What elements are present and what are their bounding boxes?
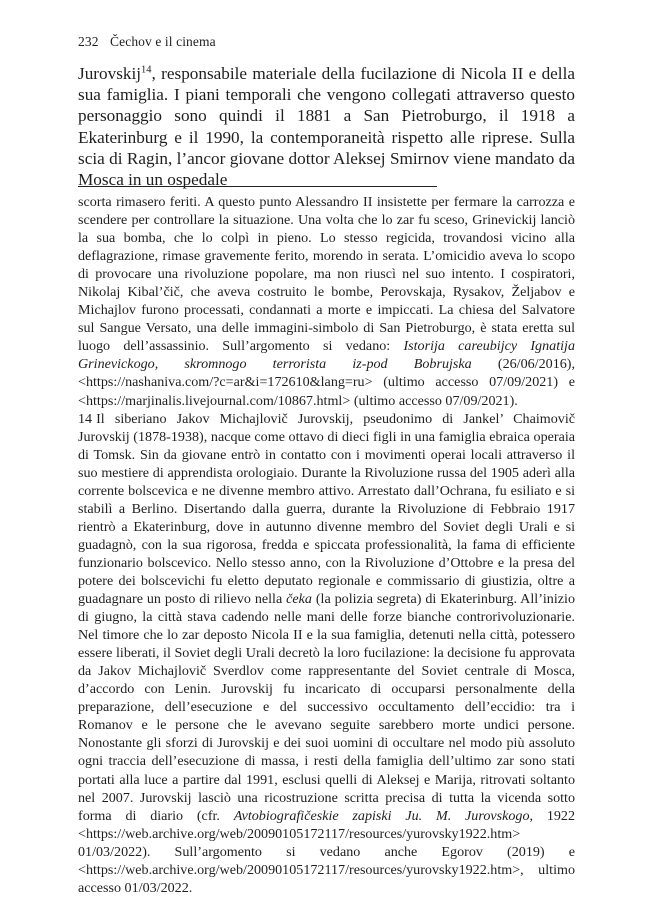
footnote-13-continuation xyxy=(78,193,575,410)
footnote-14-italic-term: čeka xyxy=(286,591,312,608)
running-title: Čechov e il cinema xyxy=(110,34,216,49)
footnote-separator xyxy=(78,186,437,187)
main-text xyxy=(78,63,575,190)
footnote-14-number: 14 xyxy=(78,410,93,427)
footnote-reference[interactable]: 14 xyxy=(141,64,152,76)
page-number: 232 xyxy=(78,34,99,49)
footnotes xyxy=(78,193,575,897)
main-text-start: Jurovskij xyxy=(78,64,142,83)
footnote-13-text: scorta rimasero feriti. A questo punto Alessandro II insistette per fermare la carrozza e scendere per controllare la situazione. Una volta che lo zar fu sceso, Grinevickij lanciò la sua bomba, che lo colpì in pieno. Lo stesso regicida, trovandosi vicino alla deflagrazione, rimase gravemente ferito, morendo in serata. L’omicidio aveva lo scopo di provocare una rivoluzione popolare, ma non riuscì nel suo intento. I cospiratori, Nikolaj Kibal’čič, che aveva costruito le bombe, Perovskaja, Rysakov, Željabov e Michajlov furono processati, condannati a morte e impiccati. La chiesa del Salvatore sul Sangue Versato, una delle immagini-simbolo di San Pietroburgo, è stata eretta sul luogo dell’assassinio. Sull’argomento si vedano: xyxy=(78,194,575,355)
main-text-rest: , responsabile materiale della fucilazione di Nicola II e della sua famiglia. I piani temporali che vengono collegati attraverso questo personaggio sono quindi il 1881 a San Pietroburgo, il 1918 a Ekaterinburg e il 1990, la contemporaneità rispetto alle riprese. Sulla scia di Ragin, l’ancor giovane dottor Aleksej Smirnov viene mandato da Mosca in un ospedale xyxy=(78,64,575,190)
running-header xyxy=(78,34,216,50)
footnote-14-text-b: (la polizia segreta) di Ekaterinburg. All’inizio di giugno, la città stava cadendo nelle mani delle forze bianche controrivoluzionarie. Nel timore che lo zar deposto Nicola II e la sua famiglia, detenuti nella città, potessero essere liberati, il Soviet degli Urali decretò la loro fucilazione: la decisione fu approvata da Jakov Michajlovič Sverdlov come rappresentante del Soviet centrale di Mosca, d’accordo con Lenin. Jurovskij fu incaricato di occuparsi personalmente della preparazione, dell’esecuzione e del successivo occultamento dell’eccidio: tra i Romanov e le persone che le avevano seguite sarebbero morte undici persone. Nonostante gli sforzi di Jurovskij e dei suoi uomini di occultare nel modo più assoluto ogni traccia dell’esecuzione di massa, i resti della famiglia dell’ultimo zar sono stati portati alla luce a partire dal 1991, esclusi quelli di Aleksej e Marija, ritrovati soltanto nel 2007. Jurovskij lasciò una ricostruzione scritta precisa di tutta la vicenda sotto forma di diario (cfr. xyxy=(78,591,575,824)
footnote-13-title: Istorija careubijcy Ignatija Grinevickogo, skromnogo terrorista iz-pod Bobrujska xyxy=(78,338,575,373)
footnote-14 xyxy=(78,410,575,897)
footnote-14-text-c: , 1922 <https://web.archive.org/web/20090105172117/resources/yurovsky1922.htm> 01/03/2022). Sull’argomento si vedano anche Egorov (2019) e <https://web.archive.org/web/20090105172117/resources/yurovsky1922.htm>, ultimo accesso 01/03/2022. xyxy=(78,807,576,896)
footnote-14-source-title: Avtobiografičeskie zapiski Ju. M. Jurovskogo xyxy=(233,807,530,824)
footnote-13-links: (26/06/2016), <https://nashaniva.com/?c=ar&i=172610&lang=ru> (ultimo accesso 07/09/2021) e <https://marjinalis.livejournal.com/10867.html> (ultimo accesso 07/09/2021). xyxy=(78,356,576,409)
footnote-14-text-a: Il siberiano Jakov Michajlovič Jurovskij, pseudonimo di Jankel’ Chaimovič Jurovskij (1878-1938), nacque come ottavo di dieci figli in una famiglia ebraica operaia di Tomsk. Sin da giovane entrò in contatto con i movimenti operai locali attraverso il suo mestiere di apprendista orologiaio. Durante la Rivoluzione russa del 1905 aderì alla corrente bolscevica e ne divenne membro attivo. Arrestato dall’Ochrana, fu esiliato e si stabilì a Berlino. Disertando dalla guerra, durante la Rivoluzione di Febbraio 1917 rientrò a Ekaterinburg, dove in autunno divenne membro del Soviet degli Urali e si guadagnò, con la sua rigorosa, fredda e spiccata professionalità, la fama di efficiente funzionario bolscevico. Nello stesso anno, con la Rivoluzione d’Ottobre e la presa del potere dei bolscevichi fu eletto deputato regionale e commissario di giustizia, oltre a guadagnare un posto di rilievo nella xyxy=(78,410,575,608)
